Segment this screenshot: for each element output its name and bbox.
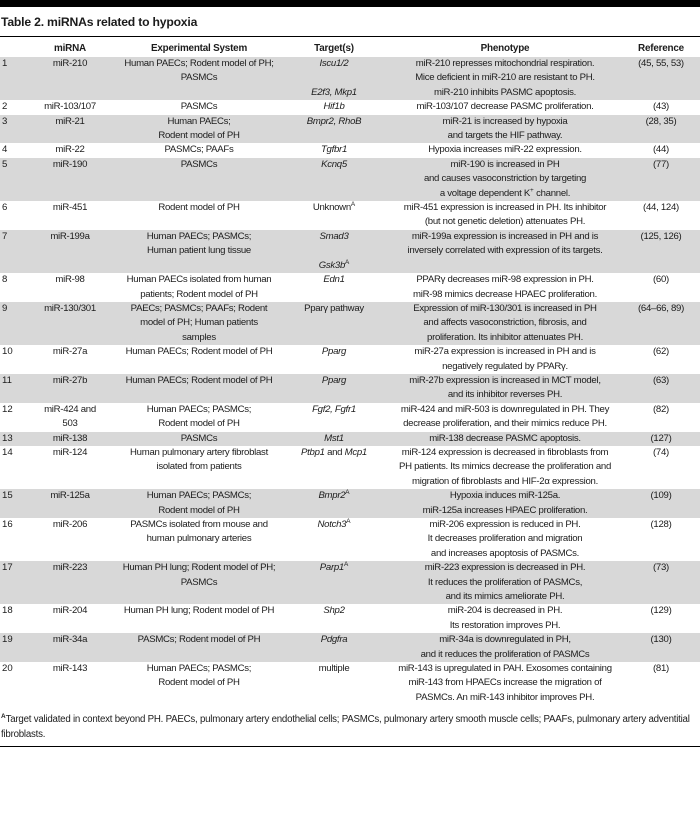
targets-cell: Pparg bbox=[321, 374, 347, 386]
mirna-cell: miR-451 bbox=[52, 202, 88, 214]
reference-cell: (82) bbox=[653, 403, 669, 415]
col-header-phenotype: Phenotype bbox=[480, 43, 530, 54]
row-number: 12 bbox=[2, 403, 13, 415]
phenotype-cell: miR-223 expression is decreased in PH. It reduces the proliferation of PASMCs, and its mimics ameliorate PH. bbox=[424, 562, 586, 603]
row-number: 6 bbox=[2, 202, 8, 214]
targets-cell: Pparg bbox=[321, 346, 347, 358]
mirna-cell: miR-27a bbox=[52, 346, 88, 358]
reference-cell: (129) bbox=[650, 605, 672, 617]
row-number: 5 bbox=[2, 158, 8, 170]
table-row bbox=[0, 57, 700, 100]
table-row bbox=[0, 604, 700, 633]
experimental-system-cell: Human PAECs isolated from human patients; Rodent model of PH bbox=[126, 274, 272, 300]
row-number: 9 bbox=[2, 302, 8, 314]
mirna-cell: miR-424 and 503 bbox=[44, 403, 96, 430]
phenotype-cell: miR-190 is increased in PH and causes vasoconstriction by targeting a voltage dependent K+ channel. bbox=[423, 158, 587, 199]
row-number: 20 bbox=[2, 663, 13, 675]
bottom-rule bbox=[0, 746, 700, 747]
table-row bbox=[0, 345, 700, 374]
phenotype-cell: miR-199a expression is increased in PH and is inversely correlated with expression of its targets. bbox=[407, 230, 603, 257]
col-header-targets: Target(s) bbox=[314, 43, 354, 54]
reference-cell: (44) bbox=[653, 144, 669, 156]
table-row bbox=[0, 143, 700, 157]
experimental-system-cell: Human PAECs; PASMCs; Rodent model of PH bbox=[146, 490, 252, 516]
row-number: 7 bbox=[2, 230, 8, 242]
reference-cell: (62) bbox=[653, 346, 669, 358]
table-row bbox=[0, 432, 700, 446]
mirna-cell: miR-124 bbox=[52, 446, 88, 458]
mirna-cell: miR-143 bbox=[52, 663, 88, 675]
phenotype-cell: miR-451 expression is increased in PH. Its inhibitor (but not genetic deletion) attenuates PH. bbox=[403, 202, 607, 228]
phenotype-cell: Hypoxia induces miR-125a. miR-125a increases HPAEC proliferation. bbox=[422, 490, 588, 516]
mirna-cell: miR-27b bbox=[52, 374, 88, 386]
mirna-cell: miR-130/301 bbox=[44, 302, 96, 314]
targets-cell: Pdgfra bbox=[320, 634, 348, 646]
phenotype-cell: miR-206 expression is reduced in PH. It decreases proliferation and migration and increases apoptosis of PASMCs. bbox=[427, 519, 583, 559]
table-footnote: $^A$Target validated in context beyond PH. PAECs, pulmonary artery endothelial cells; PASMCs, pulmonary artery smooth muscle cells; PAAFs, pulmonary artery adventitial fibroblasts. bbox=[1, 713, 690, 741]
reference-cell: (74) bbox=[653, 446, 669, 458]
experimental-system-cell: PASMCs; Rodent model of PH bbox=[137, 634, 261, 646]
table-body bbox=[0, 57, 700, 705]
row-number: 17 bbox=[2, 562, 13, 574]
phenotype-cell: miR-34a is downregulated in PH, and it reduces the proliferation of PASMCs bbox=[420, 634, 590, 660]
phenotype-cell: miR-27b expression is increased in MCT model, and its inhibitor reverses PH. bbox=[409, 374, 601, 401]
experimental-system-cell: Human PAECs; Rodent model of PH bbox=[158, 115, 240, 142]
table-row bbox=[0, 403, 700, 432]
table-row bbox=[0, 374, 700, 403]
targets-cell: $Notch3^A$ bbox=[317, 517, 351, 530]
row-number: 13 bbox=[2, 432, 13, 444]
table-row bbox=[0, 662, 700, 705]
targets-cell: Pparγ pathway bbox=[304, 302, 364, 314]
reference-cell: (43) bbox=[653, 101, 669, 113]
experimental-system-cell: Human PAECs; PASMCs; Rodent model of PH bbox=[146, 403, 252, 430]
row-number: 14 bbox=[2, 446, 13, 458]
reference-cell: (28, 35) bbox=[645, 115, 677, 127]
row-number: 10 bbox=[2, 346, 13, 358]
mirna-cell: miR-21 bbox=[55, 115, 85, 127]
targets-cell: Edn1 bbox=[323, 274, 345, 286]
mirna-cell: miR-98 bbox=[55, 274, 85, 286]
reference-cell: (77) bbox=[653, 158, 669, 170]
mirna-cell: miR-223 bbox=[52, 562, 88, 574]
targets-cell: Ptbp1 and Mcp1 bbox=[301, 446, 367, 458]
reference-cell: (60) bbox=[653, 274, 669, 286]
row-number: 11 bbox=[2, 374, 12, 386]
row-number: 2 bbox=[2, 101, 8, 113]
row-number: 8 bbox=[2, 274, 8, 286]
reference-cell: (64–66, 89) bbox=[638, 302, 684, 314]
reference-cell: (81) bbox=[653, 663, 669, 675]
phenotype-cell: Expression of miR-130/301 is increased in PH and affects vasoconstriction, fibrosis, and proliferation. Its inhibitor attenuates PH. bbox=[413, 302, 597, 343]
phenotype-cell: miR-21 is increased by hypoxia and targets the HIF pathway. bbox=[442, 115, 568, 142]
targets-cell: Unknown$^A$ bbox=[312, 200, 356, 214]
row-number: 1 bbox=[2, 58, 8, 69]
col-header-experimental-system: Experimental System bbox=[150, 43, 248, 54]
phenotype-cell: miR-103/107 decrease PASMC proliferation. bbox=[416, 101, 594, 113]
targets-cell: Smad3 $Gsk3b^A$ bbox=[318, 230, 350, 271]
phenotype-cell: miR-27a expression is increased in PH and is negatively regulated by PPARγ. bbox=[414, 346, 596, 372]
experimental-system-cell: Human PH lung; Rodent model of PH bbox=[123, 605, 275, 617]
reference-cell: (44, 124) bbox=[643, 202, 679, 214]
table-row bbox=[0, 633, 700, 662]
mirna-cell: miR-190 bbox=[52, 158, 88, 170]
phenotype-cell: PPARγ decreases miR-98 expression in PH. miR-98 mimics decrease HPAEC proliferation. bbox=[413, 274, 597, 300]
mirna-cell: miR-103/107 bbox=[44, 101, 96, 113]
experimental-system-cell: PASMCs bbox=[180, 101, 218, 113]
reference-cell: (63) bbox=[653, 374, 669, 386]
reference-cell: (127) bbox=[650, 432, 672, 444]
reference-cell: (45, 55, 53) bbox=[638, 58, 684, 69]
table-row bbox=[0, 446, 700, 489]
experimental-system-cell: Human pulmonary artery fibroblast isolated from patients bbox=[130, 446, 268, 473]
reference-cell: (109) bbox=[650, 490, 672, 502]
table-row bbox=[0, 158, 700, 201]
table-row bbox=[0, 518, 700, 561]
row-number: 19 bbox=[2, 634, 13, 646]
reference-cell: (128) bbox=[650, 519, 672, 530]
experimental-system-cell: PASMCs isolated from mouse and human pulmonary arteries bbox=[130, 519, 268, 545]
table-row bbox=[0, 230, 700, 273]
row-number: 4 bbox=[2, 144, 8, 156]
targets-cell: Bmpr2, RhoB bbox=[306, 115, 362, 127]
experimental-system-cell: PAECs; PASMCs; PAAFs; Rodent model of PH; Human patients samples bbox=[130, 302, 268, 343]
table-row bbox=[0, 561, 700, 604]
top-rule bbox=[0, 0, 700, 7]
header-row bbox=[0, 37, 700, 57]
reference-cell: (125, 126) bbox=[640, 230, 682, 242]
mirna-cell: miR-22 bbox=[55, 144, 85, 156]
phenotype-cell: miR-124 expression is decreased in fibroblasts from PH patients. Its mimics decrease the proliferation and migration of fibroblasts and HIF-2α expression. bbox=[398, 446, 612, 487]
phenotype-cell: miR-210 represses mitochondrial respiration. Mice deficient in miR-210 are resistant to PH. miR-210 inhibits PASMC apoptosis. bbox=[415, 58, 595, 98]
experimental-system-cell: Human PAECs; Rodent model of PH; PASMCs bbox=[124, 58, 274, 84]
experimental-system-cell: Human PAECs; Rodent model of PH bbox=[125, 346, 273, 358]
reference-cell: (130) bbox=[650, 634, 672, 646]
targets-cell: $Bmpr2^A$ bbox=[318, 489, 350, 502]
row-number: 3 bbox=[2, 115, 8, 127]
experimental-system-cell: Human PH lung; Rodent model of PH; PASMCs bbox=[122, 562, 276, 588]
mirna-cell: miR-199a bbox=[50, 230, 90, 242]
targets-cell: Fgf2, Fgfr1 bbox=[312, 403, 356, 415]
table-row bbox=[0, 302, 700, 345]
experimental-system-cell: PASMCs bbox=[180, 158, 218, 170]
phenotype-cell: miR-143 is upregulated in PAH. Exosomes containing miR-143 from HPAECs increase the migration of PASMCs. An miR-143 inhibitor improves PH. bbox=[398, 663, 612, 703]
col-header-mirna: miRNA bbox=[54, 43, 86, 54]
mirna-cell: miR-34a bbox=[52, 634, 88, 646]
targets-cell: Hif1b bbox=[323, 101, 345, 113]
mirna-hypoxia-table bbox=[0, 37, 700, 705]
phenotype-cell: miR-204 is decreased in PH. Its restoration improves PH. bbox=[447, 605, 563, 631]
experimental-system-cell: Human PAECs; PASMCs; Human patient lung tissue bbox=[146, 230, 252, 257]
mirna-cell: miR-204 bbox=[52, 605, 88, 617]
table-row bbox=[0, 100, 700, 114]
mirna-cell: miR-125a bbox=[50, 490, 90, 502]
table-row bbox=[0, 115, 700, 144]
table-row bbox=[0, 201, 700, 230]
targets-cell: Mst1 bbox=[324, 432, 344, 444]
table-row bbox=[0, 273, 700, 302]
experimental-system-cell: Human PAECs; PASMCs; Rodent model of PH bbox=[146, 663, 252, 689]
row-number: 15 bbox=[2, 490, 13, 502]
row-number: 18 bbox=[2, 605, 13, 617]
experimental-system-cell: PASMCs; PAAFs bbox=[164, 144, 234, 156]
phenotype-cell: miR-138 decrease PASMC apoptosis. bbox=[429, 432, 581, 444]
targets-cell: $Parp1^A$ bbox=[319, 561, 349, 574]
targets-cell: multiple bbox=[318, 663, 350, 675]
col-header-reference: Reference bbox=[638, 43, 684, 54]
mirna-cell: miR-210 bbox=[52, 58, 88, 69]
col-header-number bbox=[0, 37, 22, 57]
mirna-cell: miR-206 bbox=[52, 519, 88, 530]
targets-cell: Kcnq5 bbox=[321, 158, 347, 170]
experimental-system-cell: Human PAECs; Rodent model of PH bbox=[125, 374, 273, 386]
mirna-cell: miR-138 bbox=[52, 432, 88, 444]
targets-cell: Shp2 bbox=[323, 605, 345, 617]
reference-cell: (73) bbox=[653, 562, 669, 574]
experimental-system-cell: Rodent model of PH bbox=[158, 202, 240, 214]
targets-cell: Tgfbr1 bbox=[320, 144, 348, 156]
phenotype-cell: miR-424 and miR-503 is downregulated in PH. They decrease proliferation, and their mimics reduce PH. bbox=[400, 403, 610, 430]
table-row bbox=[0, 489, 700, 518]
table-title: Table 2. miRNAs related to hypoxia bbox=[1, 15, 198, 29]
targets-cell: Iscu1/2 E2f3, Mkp1 bbox=[311, 58, 357, 98]
row-number: 16 bbox=[2, 519, 13, 530]
experimental-system-cell: PASMCs bbox=[180, 432, 218, 444]
phenotype-cell: Hypoxia increases miR-22 expression. bbox=[428, 144, 582, 156]
